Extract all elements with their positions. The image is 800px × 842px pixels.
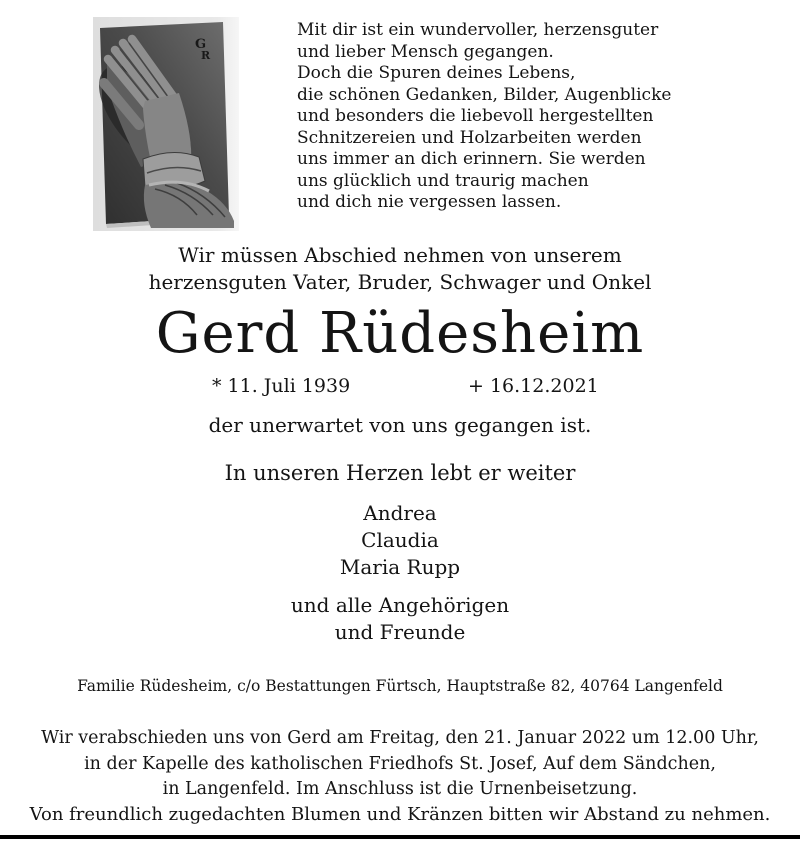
contact-line: Familie Rüdesheim, c/o Bestattungen Fürtsch, Hauptstraße 82, 40764 Langenfeld — [77, 677, 723, 695]
flowers-line: Von freundlich zugedachten Blumen und Kränzen bitten wir Abstand zu nehmen. — [29, 804, 771, 825]
memorial-line: In unseren Herzen lebt er weiter — [224, 461, 576, 485]
farewell-details — [0, 726, 800, 803]
opening-line: und besonders die liebevoll hergestellten — [297, 106, 654, 126]
farewell-line: in der Kapelle des katholischen Friedhofs St. Josef, Auf dem Sändchen, — [84, 753, 716, 774]
opening-line: die schönen Gedanken, Bilder, Augenblicke — [297, 84, 672, 105]
opening-line: und lieber Mensch gegangen. — [297, 41, 554, 62]
death-date: + 16.12.2021 — [468, 375, 599, 397]
praying-hands-relief-image — [93, 17, 239, 231]
birth-date: * 11. Juli 1939 — [212, 375, 351, 397]
farewell-line: in Langenfeld. Im Anschluss ist die Urnenbeisetzung. — [162, 779, 638, 800]
bottom-divider-rule — [0, 835, 800, 839]
passing-line: der unerwartet von uns gegangen ist. — [208, 413, 592, 437]
praying-hands-photo — [93, 17, 239, 231]
intro-text — [0, 242, 800, 296]
mourners-extra — [0, 592, 800, 646]
opening-line: Doch die Spuren deines Lebens, — [297, 63, 576, 83]
intro-line-2: herzensguten Vater, Bruder, Schwager und Onkel — [148, 270, 652, 294]
monogram-r: R — [201, 49, 211, 62]
mourners-list — [0, 500, 800, 581]
deceased-name: Gerd Rüdesheim — [155, 301, 645, 366]
opening-line: uns immer an dich erinnern. Sie werden — [297, 149, 646, 169]
opening-line: und dich nie vergessen lassen. — [297, 192, 562, 212]
intro-line-1: Wir müssen Abschied nehmen von unserem — [178, 243, 622, 267]
mourners-extra-line: und Freunde — [334, 620, 466, 644]
opening-line: Mit dir ist ein wundervoller, herzensguter — [297, 20, 659, 40]
opening-tribute-text — [297, 20, 671, 214]
mourners-extra-line: und alle Angehörigen — [290, 593, 510, 617]
opening-line: Schnitzereien und Holzarbeiten werden — [297, 127, 642, 148]
mourner-name: Andrea — [363, 501, 437, 525]
opening-line: uns glücklich und traurig machen — [297, 170, 589, 191]
mourner-name: Claudia — [361, 528, 439, 552]
mourner-name: Maria Rupp — [339, 555, 461, 579]
farewell-line: Wir verabschieden uns von Gerd am Freitag, den 21. Januar 2022 um 12.00 Uhr, — [41, 728, 759, 748]
monogram-g: G — [195, 37, 207, 52]
